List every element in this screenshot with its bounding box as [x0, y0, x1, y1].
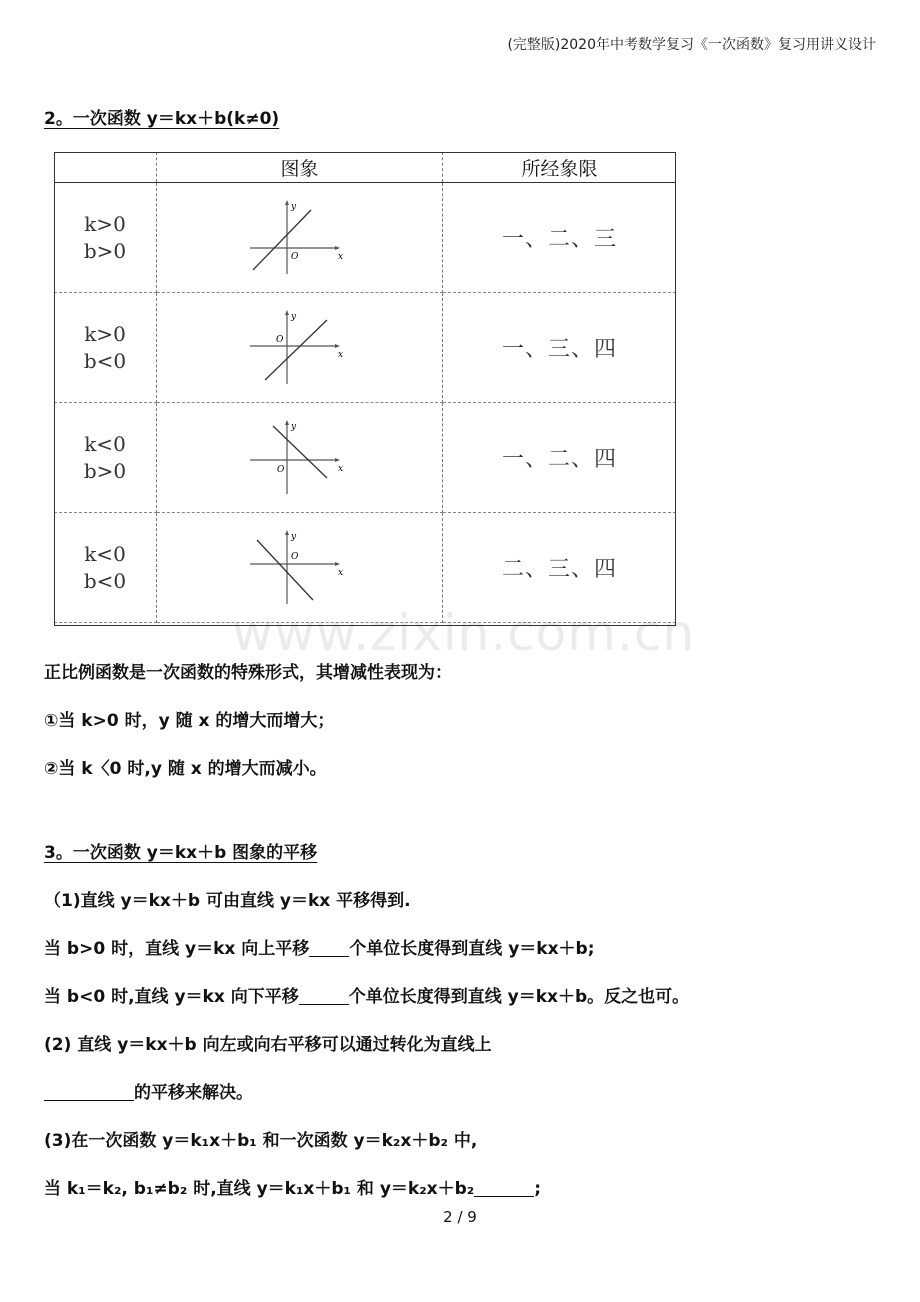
- y-label: y: [290, 421, 296, 432]
- k-condition: k<0: [84, 541, 126, 566]
- y-label: y: [290, 531, 296, 542]
- condition-cell: [54, 403, 157, 513]
- quadrants-cell: 一、二、四: [443, 403, 677, 513]
- b-condition: b>0: [83, 458, 127, 483]
- property-item-2: ②当 k〈0 时,y 随 x 的增大而减小。: [44, 759, 327, 779]
- x-label: x: [337, 567, 343, 578]
- y-label: y: [290, 201, 296, 212]
- x-label: x: [337, 349, 343, 360]
- section-3-line-5: [44, 1078, 253, 1103]
- function-table: [54, 152, 676, 623]
- line-7-end: ;: [534, 1179, 542, 1199]
- graph-k-pos-b-pos: [245, 196, 355, 276]
- graph-cell: [157, 403, 443, 513]
- line-7-text: 当 k₁＝k₂, b₁≠b₂ 时,直线 y＝k₁x＋b₁ 和 y＝k₂x＋b₂: [44, 1179, 475, 1199]
- section-3-line-2: [44, 934, 595, 959]
- graph-k-pos-b-neg: [245, 306, 355, 386]
- section-3-line-1: （1)直线 y＝kx＋b 可由直线 y＝kx 平移得到.: [44, 891, 411, 911]
- origin-label: O: [276, 464, 284, 475]
- section-3-line-6: (3)在一次函数 y＝k₁x＋b₁ 和一次函数 y＝k₂x＋b₂ 中,: [44, 1131, 478, 1151]
- k-condition: k<0: [84, 431, 126, 456]
- table-header-row: [54, 152, 676, 183]
- y-label: y: [290, 311, 296, 322]
- header-quadrants: 所经象限: [443, 152, 677, 183]
- section-3-title: 3。一次函数 y＝kx＋b 图象的平移: [44, 843, 318, 863]
- quadrants-cell: 一、二、三: [443, 183, 677, 293]
- header-graph: 图象: [157, 152, 443, 183]
- line-5-text: 的平移来解决。: [134, 1083, 253, 1103]
- b-condition: b>0: [83, 238, 127, 263]
- fill-blank[interactable]: [44, 1083, 134, 1101]
- quadrants-cell: 一、三、四: [443, 293, 677, 403]
- fill-blank[interactable]: [299, 987, 349, 1005]
- graph-cell: [157, 293, 443, 403]
- origin-label: O: [275, 334, 283, 345]
- watermark: www.zixin.com.cn: [232, 604, 696, 662]
- graph-k-neg-b-neg: [245, 526, 355, 606]
- origin-label: O: [290, 251, 298, 262]
- origin-label: O: [290, 551, 298, 562]
- line-2-part-b: 个单位长度得到直线 y＝kx＋b;: [349, 939, 595, 959]
- property-item-1: ①当 k>0 时，y 随 x 的增大而增大；: [44, 711, 335, 731]
- b-condition: b<0: [83, 568, 127, 593]
- section-3-line-3: [44, 982, 689, 1007]
- k-condition: k>0: [84, 211, 126, 236]
- page-number: 2 / 9: [443, 1208, 477, 1226]
- fill-blank[interactable]: [309, 939, 349, 957]
- condition-cell: [54, 293, 157, 403]
- fill-blank[interactable]: [474, 1179, 534, 1197]
- line-2-part-a: 当 b>0 时，直线 y＝kx 向上平移: [44, 939, 310, 959]
- table-row: [54, 403, 676, 513]
- x-label: x: [337, 251, 343, 262]
- section-2-title: 2。一次函数 y＝kx＋b(k≠0): [44, 109, 280, 129]
- quadrants-cell: 二、三、四: [443, 513, 677, 623]
- graph-k-neg-b-pos: [245, 416, 355, 496]
- condition-cell: [54, 513, 157, 623]
- section-3-line-4: (2) 直线 y＝kx＋b 向左或向右平移可以通过转化为直线上: [44, 1035, 492, 1055]
- document-header: (完整版)2020年中考数学复习《一次函数》复习用讲义设计: [507, 37, 876, 53]
- table-row: [54, 183, 676, 293]
- line-3-part-b: 个单位长度得到直线 y＝kx＋b。反之也可。: [348, 987, 690, 1007]
- line-3-part-a: 当 b<0 时,直线 y＝kx 向下平移: [44, 987, 299, 1007]
- condition-cell: [54, 183, 157, 293]
- section-3-line-7: [44, 1174, 541, 1199]
- graph-cell: [157, 183, 443, 293]
- header-cond: [54, 152, 157, 183]
- b-condition: b<0: [83, 348, 127, 373]
- k-condition: k>0: [84, 321, 126, 346]
- property-intro: 正比例函数是一次函数的特殊形式，其增减性表现为：: [44, 663, 452, 683]
- table-row: [54, 293, 676, 403]
- x-label: x: [337, 463, 343, 474]
